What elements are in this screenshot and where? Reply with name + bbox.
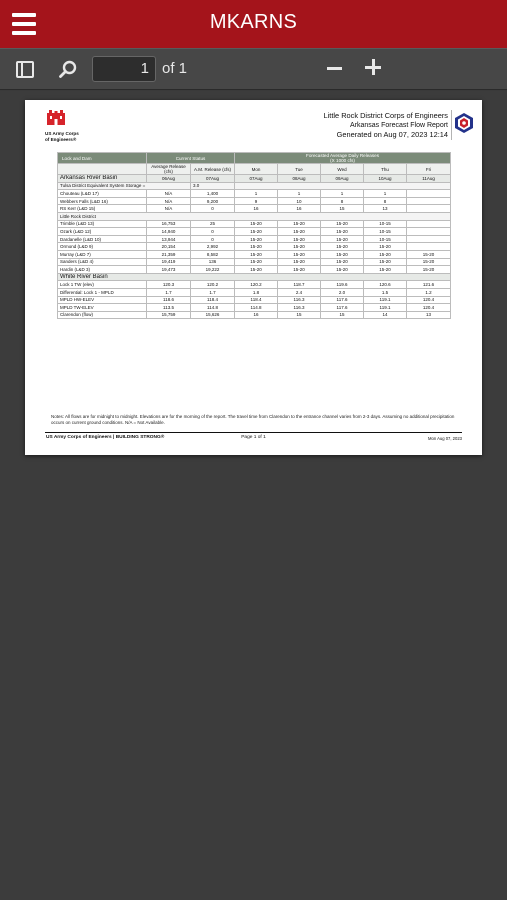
pdf-toolbar — [0, 48, 507, 90]
value-cell: 14,940 — [147, 228, 191, 236]
col-current-status: Current Status — [147, 153, 235, 164]
table-row — [58, 311, 451, 319]
value-cell: 119.1 — [364, 304, 407, 312]
value-cell: 16 — [278, 205, 321, 213]
district-badge-icon — [454, 112, 474, 134]
value-cell: 118.6 — [147, 296, 191, 304]
district-name: Little Rock District Corps of Engineers — [323, 111, 448, 120]
value-cell: 118.4 — [191, 296, 235, 304]
value-cell — [407, 190, 451, 198]
value-cell: 120.4 — [407, 304, 451, 312]
value-cell: 10 — [278, 197, 321, 205]
value-cell: 120.4 — [407, 296, 451, 304]
value-cell: 121.6 — [407, 281, 451, 289]
basin-label: Arkansas River Basin — [58, 175, 147, 183]
table-row — [58, 266, 451, 274]
subheader-thu: Thu — [364, 164, 407, 175]
date-cell: 06Aug — [147, 175, 191, 183]
value-cell: 8 — [321, 197, 364, 205]
value-cell: 15-20 — [235, 266, 278, 274]
station-name: RS Kerr (L&D 15) — [58, 205, 147, 213]
date-cell: 08Aug — [278, 175, 321, 183]
station-name: Chouteau (L&D 17) — [58, 190, 147, 198]
value-cell: 19,419 — [147, 258, 191, 266]
value-cell: 114.8 — [235, 304, 278, 312]
value-cell: 1.7 — [191, 288, 235, 296]
value-cell: 15-20 — [407, 250, 451, 258]
table-row — [58, 288, 451, 296]
station-name: Lock 1 TW (elev) — [58, 281, 147, 289]
subheader-avg-release: Average Release (cfs) — [147, 164, 191, 175]
station-name: Ozark (L&D 12) — [58, 228, 147, 236]
value-cell: 9,200 — [191, 197, 235, 205]
value-cell: 21,359 — [147, 250, 191, 258]
table-row — [58, 190, 451, 198]
date-cell: 07Aug — [235, 175, 278, 183]
value-cell: 120.6 — [364, 281, 407, 289]
value-cell — [407, 235, 451, 243]
value-cell — [407, 205, 451, 213]
value-cell: 15-20 — [321, 220, 364, 228]
value-cell: 117.6 — [321, 296, 364, 304]
table-row — [58, 281, 451, 289]
basin-row-white — [58, 273, 451, 281]
castle-logo-icon — [47, 110, 65, 125]
sidebar-toggle-icon[interactable] — [15, 59, 37, 81]
col-lock-and-dam: Lock and Dam — [58, 153, 147, 164]
value-cell: 15-20 — [407, 258, 451, 266]
date-cell: 11Aug — [407, 175, 451, 183]
value-cell: 15-20 — [278, 228, 321, 236]
station-name: Clarendon (flow) — [58, 311, 147, 319]
zoom-out-button[interactable] — [327, 67, 342, 70]
value-cell: 1,400 — [191, 190, 235, 198]
value-cell: 15-20 — [364, 266, 407, 274]
date-cell: 10Aug — [364, 175, 407, 183]
page-number-input[interactable]: 1 — [92, 56, 156, 82]
value-cell: 8 — [364, 197, 407, 205]
value-cell: 1.7 — [147, 288, 191, 296]
value-cell: 15-20 — [278, 250, 321, 258]
usace-logo — [45, 110, 95, 142]
value-cell: 15-20 — [321, 258, 364, 266]
pdf-page — [25, 100, 482, 455]
station-name: Trimble (L&D 13) — [58, 220, 147, 228]
footer-date: Mon Aug 07, 2023 — [428, 436, 462, 441]
value-cell: 15-20 — [321, 266, 364, 274]
report-title: Arkansas Forecast Flow Report — [349, 121, 448, 129]
value-cell: 15-20 — [278, 266, 321, 274]
value-cell: 15 — [278, 311, 321, 319]
tulsa-rows — [58, 190, 451, 213]
value-cell: 1.2 — [407, 288, 451, 296]
value-cell: N/A — [147, 190, 191, 198]
logo-line-2: of Engineers® — [45, 137, 77, 142]
footer-page-number: Page 1 of 1 — [241, 435, 266, 440]
value-cell: 15-20 — [364, 243, 407, 251]
subheader-fri: Fri — [407, 164, 451, 175]
value-cell: 15-20 — [321, 228, 364, 236]
value-cell: 25 — [191, 220, 235, 228]
table-row — [58, 197, 451, 205]
value-cell: 15-20 — [278, 235, 321, 243]
value-cell: 0 — [191, 235, 235, 243]
value-cell: N/A — [147, 197, 191, 205]
value-cell: 10-15 — [364, 228, 407, 236]
value-cell: 15,626 — [191, 311, 235, 319]
value-cell: 1 — [364, 190, 407, 198]
table-row — [58, 296, 451, 304]
value-cell: 13 — [364, 205, 407, 213]
app-title: MKARNS — [209, 11, 298, 33]
value-cell: 15-20 — [235, 258, 278, 266]
subheader-mon: Mon — [235, 164, 278, 175]
value-cell: 1 — [235, 190, 278, 198]
value-cell: 120.3 — [147, 281, 191, 289]
forecast-table — [57, 152, 451, 319]
station-name: Hardin (L&D 3) — [58, 266, 147, 274]
value-cell: 1 — [321, 190, 364, 198]
date-cell: 07Aug — [191, 175, 235, 183]
value-cell: N/A — [147, 205, 191, 213]
white-river-rows — [58, 281, 451, 319]
value-cell: 116.3 — [278, 304, 321, 312]
value-cell: 10-15 — [364, 220, 407, 228]
value-cell: 120.2 — [235, 281, 278, 289]
station-name: Sanders (L&D 4) — [58, 258, 147, 266]
value-cell: 15 — [321, 205, 364, 213]
station-name: Dardanelle (L&D 10) — [58, 235, 147, 243]
app-bar — [0, 0, 507, 48]
value-cell: 15-20 — [278, 220, 321, 228]
value-cell: 15-20 — [364, 250, 407, 258]
station-name: Ormond (L&D 9) — [58, 243, 147, 251]
district-label: Little Rock District — [58, 212, 451, 220]
value-cell — [407, 243, 451, 251]
value-cell: 116.3 — [278, 296, 321, 304]
value-cell: 118.7 — [278, 281, 321, 289]
basin-label: White River Basin — [58, 273, 451, 281]
station-name: Murray (L&D 7) — [58, 250, 147, 258]
value-cell: 0 — [191, 228, 235, 236]
header-divider — [451, 110, 452, 140]
value-cell: 119.6 — [321, 281, 364, 289]
col-forecast: Forecasted Average Daily Releases (X 1000 cfs) — [235, 153, 451, 164]
logo-line-1: US Army Corps — [45, 131, 79, 136]
value-cell: 19,222 — [191, 266, 235, 274]
table-row — [58, 243, 451, 251]
value-cell: 13 — [407, 311, 451, 319]
value-cell: 15-20 — [235, 228, 278, 236]
table-row — [58, 220, 451, 228]
subheader-blank — [58, 164, 147, 175]
value-cell: 118.4 — [235, 296, 278, 304]
table-row — [58, 205, 451, 213]
tulsa-storage-label: Tulsa District Equivalent System Storage = — [58, 182, 191, 190]
value-cell: 113.5 — [147, 304, 191, 312]
value-cell: 20,154 — [147, 243, 191, 251]
value-cell — [407, 228, 451, 236]
tulsa-storage-row — [58, 182, 451, 190]
value-cell: 136 — [191, 258, 235, 266]
station-name: Differential: Lock 1 - MPLD — [58, 288, 147, 296]
value-cell: 8,582 — [191, 250, 235, 258]
value-cell: 9 — [235, 197, 278, 205]
footer-divider — [45, 432, 462, 433]
value-cell: 15-20 — [235, 220, 278, 228]
table-subheader-row — [58, 164, 451, 175]
value-cell: 13,944 — [147, 235, 191, 243]
value-cell: 1.5 — [364, 288, 407, 296]
value-cell: 15 — [321, 311, 364, 319]
subheader-am-release: A.M. Release (cfs) — [191, 164, 235, 175]
table-row — [58, 304, 451, 312]
value-cell: 15-20 — [407, 266, 451, 274]
value-cell: 2.0 — [321, 288, 364, 296]
value-cell — [407, 220, 451, 228]
zoom-in-button[interactable] — [365, 59, 381, 75]
value-cell: 16 — [235, 311, 278, 319]
value-cell — [407, 197, 451, 205]
value-cell: 15-20 — [235, 243, 278, 251]
value-cell: 120.2 — [191, 281, 235, 289]
value-cell: 14 — [364, 311, 407, 319]
subheader-tue: Tue — [278, 164, 321, 175]
value-cell: 0 — [191, 205, 235, 213]
footer-org: US Army Corps of Engineers | BUILDING STRONG® — [46, 435, 165, 440]
value-cell: 10-15 — [364, 235, 407, 243]
search-icon[interactable] — [57, 59, 79, 81]
page-count-label: of 1 — [162, 60, 188, 77]
value-cell: 15-20 — [321, 235, 364, 243]
table-row — [58, 250, 451, 258]
station-name: MPLD TW-ELEV — [58, 304, 147, 312]
value-cell: 16 — [235, 205, 278, 213]
table-row — [58, 235, 451, 243]
value-cell: 1.8 — [235, 288, 278, 296]
generated-date: Generated on Aug 07, 2023 12:14 — [336, 130, 448, 139]
table-row — [58, 258, 451, 266]
value-cell: 117.6 — [321, 304, 364, 312]
value-cell: 15-20 — [321, 250, 364, 258]
value-cell: 15-20 — [235, 250, 278, 258]
value-cell: 15-20 — [278, 243, 321, 251]
value-cell: 15,759 — [147, 311, 191, 319]
table-row — [58, 228, 451, 236]
district-row-little-rock — [58, 212, 451, 220]
basin-row-arkansas — [58, 175, 451, 183]
value-cell: 19,473 — [147, 266, 191, 274]
value-cell: 1 — [278, 190, 321, 198]
station-name: MPLD HW-ELEV — [58, 296, 147, 304]
date-cell: 09Aug — [321, 175, 364, 183]
value-cell: 15-20 — [235, 235, 278, 243]
report-header — [324, 111, 448, 139]
value-cell: 15-20 — [278, 258, 321, 266]
tulsa-storage-value: 3.0 — [191, 182, 235, 190]
report-notes: Notes: All flows are for midnight to midnight. Elevations are for the morning of the report. The travel time from Clarendon to the entrance channel varies from 2-3 days. Assuming no additional precipitation occurs on current ground conditions. N/A = Not Available. — [51, 414, 455, 425]
value-cell: 2.4 — [278, 288, 321, 296]
value-cell: 119.1 — [364, 296, 407, 304]
little-rock-rows — [58, 220, 451, 273]
subheader-wed: Wed — [321, 164, 364, 175]
value-cell: 15-20 — [364, 258, 407, 266]
table-header-row — [58, 153, 451, 164]
value-cell: 15-20 — [321, 243, 364, 251]
value-cell: 2,992 — [191, 243, 235, 251]
station-name: Webbers Falls (L&D 16) — [58, 197, 147, 205]
value-cell: 114.8 — [191, 304, 235, 312]
value-cell: 16,753 — [147, 220, 191, 228]
